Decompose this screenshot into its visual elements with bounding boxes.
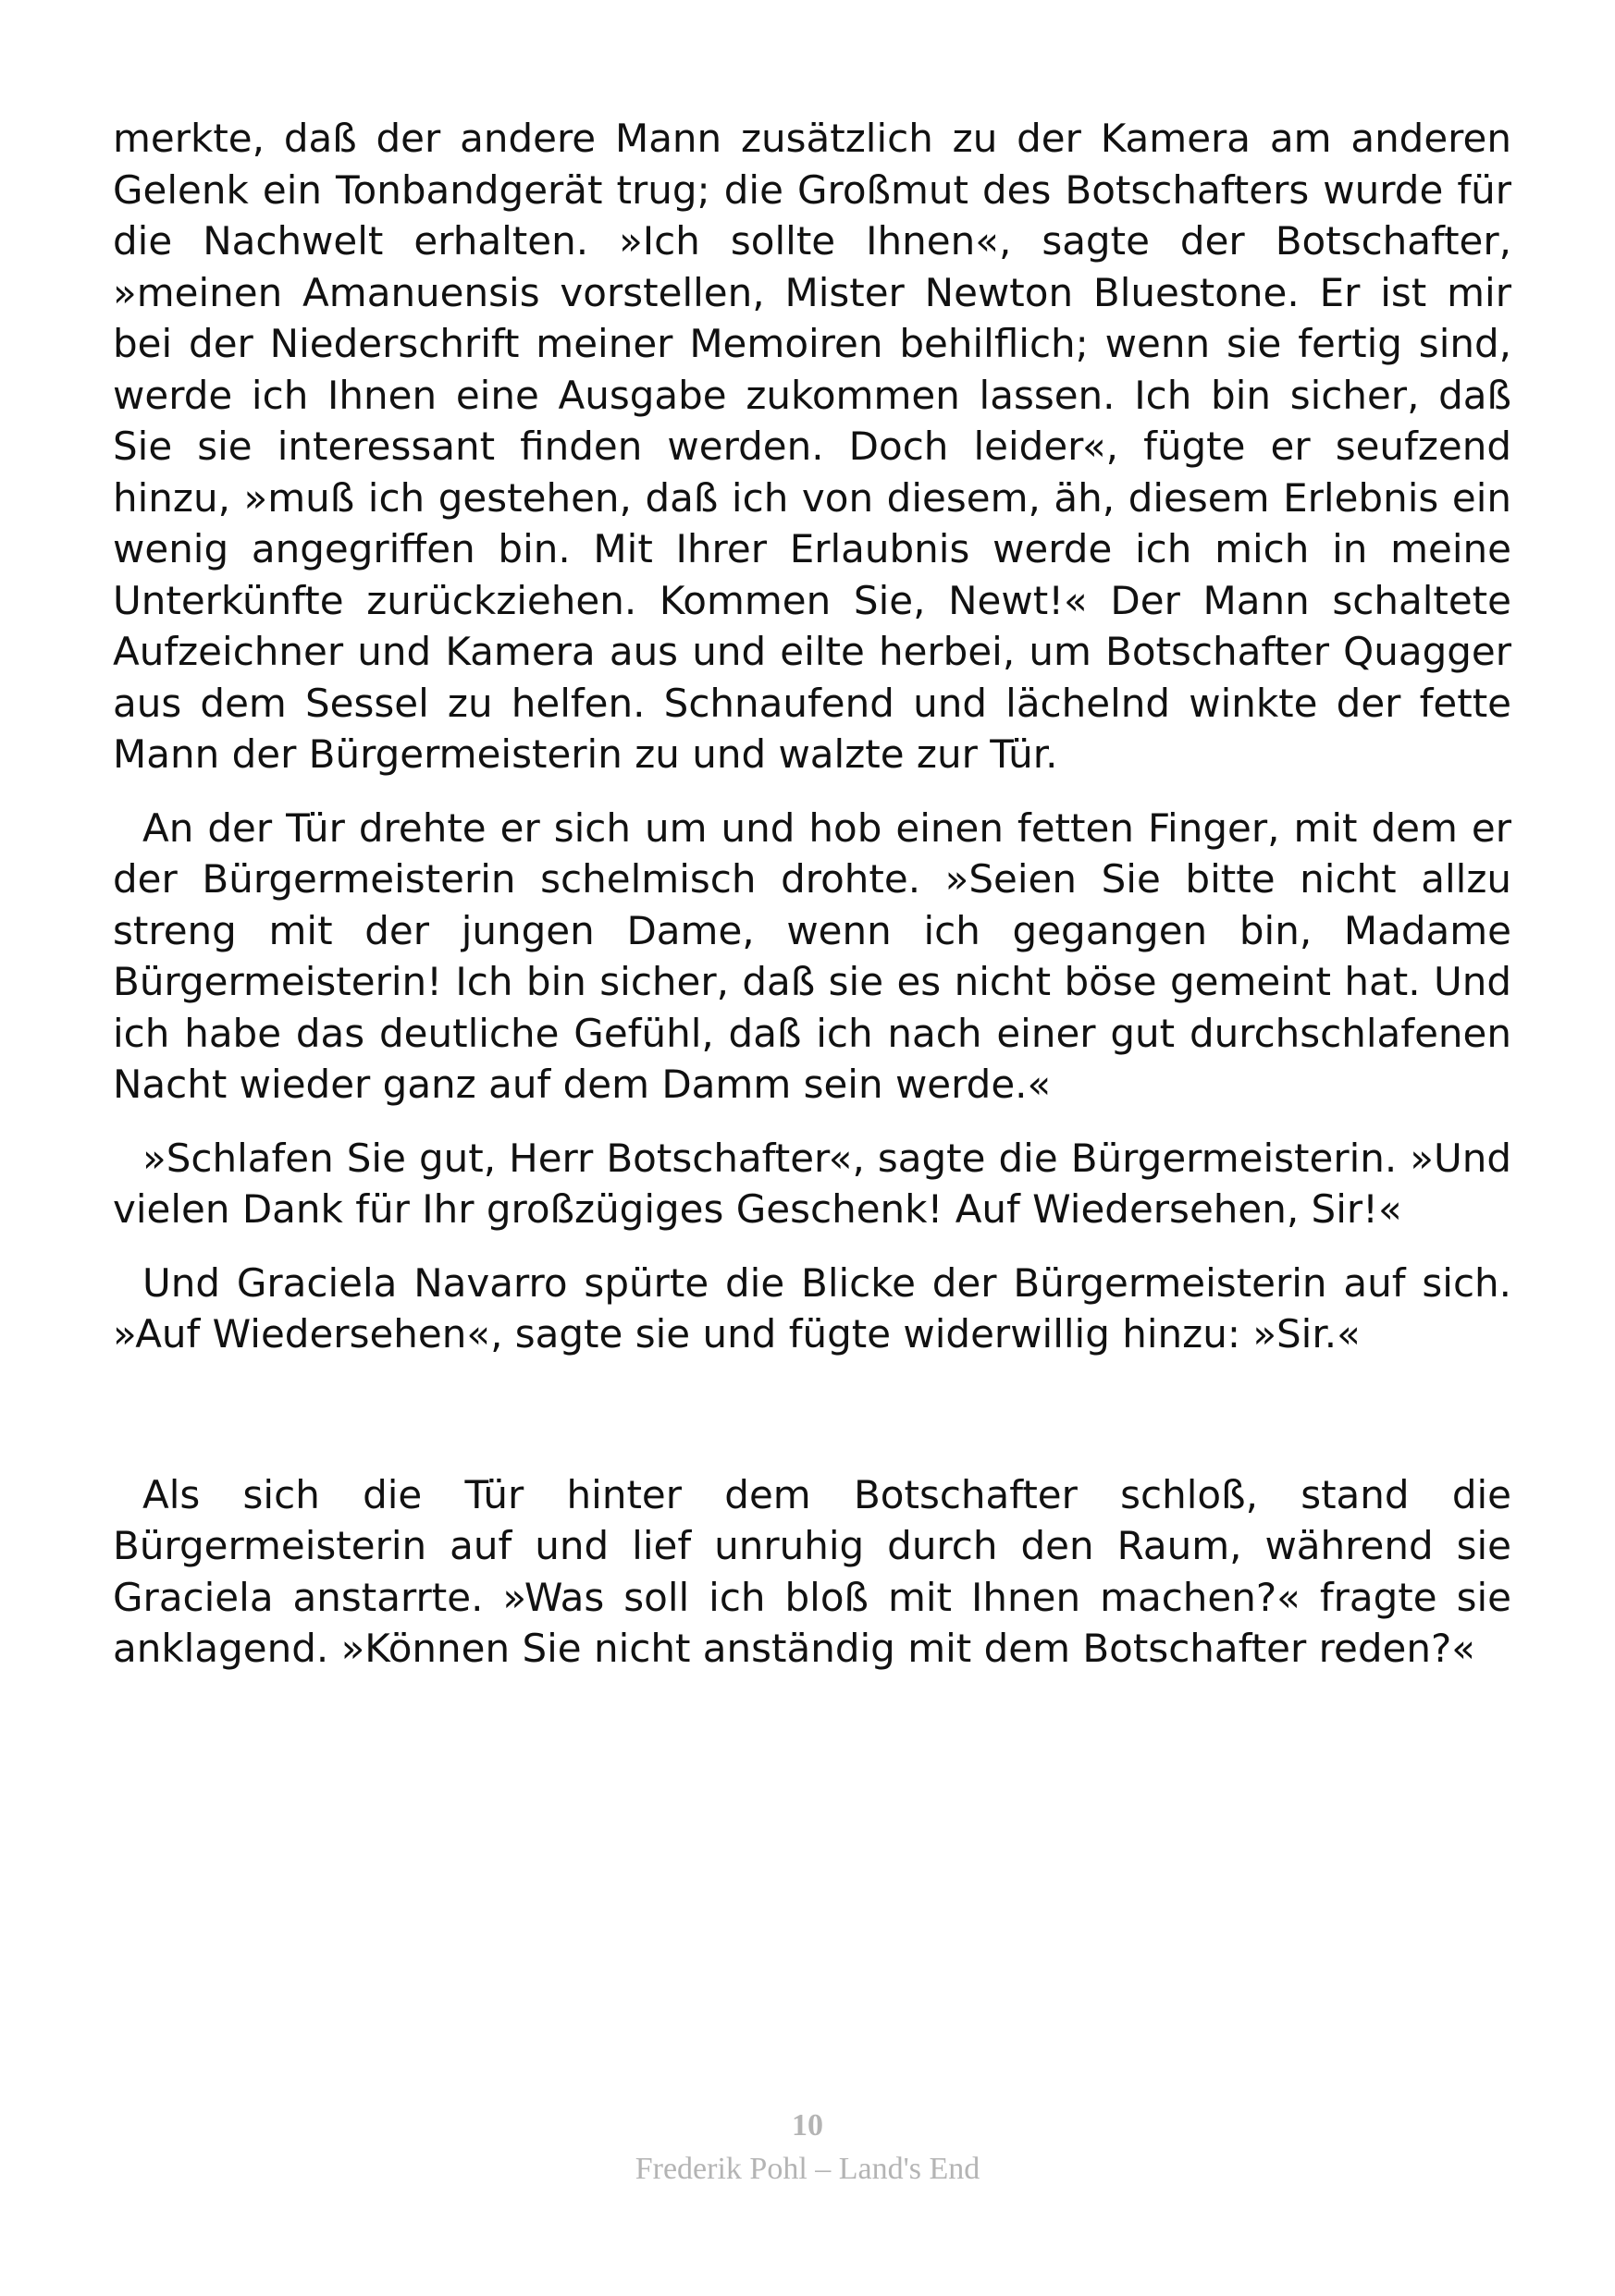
paragraph-spacer (113, 780, 1511, 803)
running-title: Frederik Pohl – Land's End (635, 2152, 980, 2186)
paragraph-2: An der Tür drehte er sich um und hob einen fetten Finger, mit dem er der Bürgermeisterin schelmisch drohte. »Seien Sie bitte nicht allzu streng mit der jungen Dame, wenn ich gegangen bin, Madame Bürgermeisterin! Ich bin sicher, daß sie es nicht böse gemeint hat. Und ich habe das deutliche Gefühl, daß ich nach einer gut durchschlafenen Nacht wieder ganz auf dem Damm sein werde.« (113, 804, 1511, 1107)
paragraph-3: »Schlafen Sie gut, Herr Botschafter«, sagte die Bürgermeisterin. »Und vielen Dank für Ihr großzügiges Geschenk! Auf Wiedersehen, Sir!« (113, 1135, 1511, 1232)
text-body (113, 113, 1511, 1675)
paragraph-spacer (113, 1111, 1511, 1133)
page-number: 10 (792, 2108, 823, 2143)
paragraph-5: Als sich die Tür hinter dem Botschafter schloß, stand die Bürgermeisterin auf und lief unruhig durch den Raum, während sie Graciela anstarrte. »Was soll ich bloß mit Ihnen machen?« fragte sie anklagend. »Können Sie nicht anständig mit dem Botschafter reden?« (113, 1471, 1511, 1671)
paragraph-1: merkte, daß der andere Mann zusätzlich zu der Kamera am anderen Gelenk ein Tonbandgerät trug; die Großmut des Botschafters wurde für die Nachwelt erhalten. »Ich sollte Ihnen«, sagte der Botschafter, »meinen Amanuensis vorstellen, Mister Newton Bluestone. Er ist mir bei der Niederschrift meiner Memoiren behilflich; wenn sie fertig sind, werde ich Ihnen eine Ausgabe zukommen lassen. Ich bin sicher, daß Sie sie interessant finden werden. Doch leider«, fügte er seufzend hinzu, »muß ich gestehen, daß ich von diesem, äh, diesem Erlebnis ein wenig angegriffen bin. Mit Ihrer Erlaubnis werde ich mich in meine Unterkünfte zurückziehen. Kommen Sie, Newt!« Der Mann schaltete Aufzeichner und Kamera aus und eilte herbei, um Botschafter Quagger aus dem Sessel zu helfen. Schnaufend und lächelnd winkte der fette Mann der Bürgermeisterin zu und walzte zur Tür. (113, 116, 1511, 777)
section-break (113, 1360, 1511, 1469)
paragraph-spacer (113, 1235, 1511, 1258)
paragraph-4: Und Graciela Navarro spürte die Blicke der Bürgermeisterin auf sich. »Auf Wiedersehen«, sagte sie und fügte widerwillig hinzu: »Sir.« (113, 1259, 1511, 1357)
